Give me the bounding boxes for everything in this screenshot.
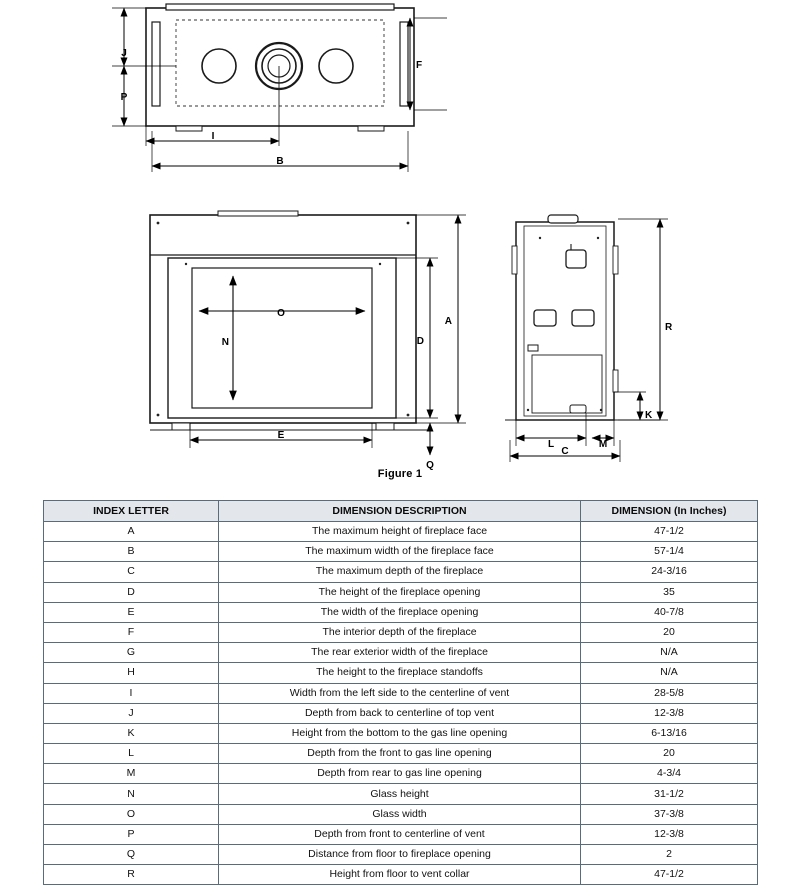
cell-description: Distance from floor to fireplace opening <box>219 845 581 865</box>
cell-dimension: 47-1/2 <box>581 522 758 542</box>
table-row <box>44 744 758 764</box>
cell-index-letter: M <box>44 764 219 784</box>
table-row <box>44 582 758 602</box>
cell-dimension: 40-7/8 <box>581 602 758 622</box>
dim-label-N: N <box>221 337 229 348</box>
cell-index-letter: J <box>44 703 219 723</box>
cell-description: The width of the fireplace opening <box>219 602 581 622</box>
cell-description: Height from floor to vent collar <box>219 865 581 885</box>
dim-label-R: R <box>665 322 673 333</box>
cell-description: The height of the fireplace opening <box>219 582 581 602</box>
cell-description: The maximum width of the fireplace face <box>219 542 581 562</box>
table-row <box>44 542 758 562</box>
side-view-drawing <box>505 215 673 462</box>
table-row <box>44 723 758 743</box>
cell-description: Depth from the front to gas line opening <box>219 744 581 764</box>
figure-caption: Figure 1 <box>377 468 423 480</box>
dim-label-I: I <box>211 131 215 142</box>
cell-description: Depth from rear to gas line opening <box>219 764 581 784</box>
table-row <box>44 663 758 683</box>
cell-dimension: 24-3/16 <box>581 562 758 582</box>
table-row <box>44 784 758 804</box>
cell-dimension: 2 <box>581 845 758 865</box>
cell-dimension: N/A <box>581 663 758 683</box>
cell-dimension: 20 <box>581 622 758 642</box>
cell-description: The height to the fireplace standoffs <box>219 663 581 683</box>
dim-label-F: F <box>415 60 423 71</box>
cell-description: Depth from front to centerline of vent <box>219 824 581 844</box>
cell-description: The rear exterior width of the fireplace <box>219 643 581 663</box>
dim-label-O: O <box>277 308 285 319</box>
cell-dimension: 57-1/4 <box>581 542 758 562</box>
table-header-row <box>44 501 758 522</box>
dim-label-E: E <box>277 430 285 441</box>
cell-index-letter: Q <box>44 845 219 865</box>
cell-index-letter: B <box>44 542 219 562</box>
cell-dimension: 12-3/8 <box>581 824 758 844</box>
cell-index-letter: D <box>44 582 219 602</box>
cell-dimension: 12-3/8 <box>581 703 758 723</box>
cell-index-letter: E <box>44 602 219 622</box>
table-row <box>44 865 758 885</box>
cell-description: Width from the left side to the centerline of vent <box>219 683 581 703</box>
cell-dimension: 47-1/2 <box>581 865 758 885</box>
cell-dimension: N/A <box>581 643 758 663</box>
table-row <box>44 643 758 663</box>
top-view-drawing <box>112 4 447 172</box>
dim-label-K: K <box>645 410 653 421</box>
cell-description: The interior depth of the fireplace <box>219 622 581 642</box>
front-view-drawing <box>150 211 466 471</box>
cell-dimension: 31-1/2 <box>581 784 758 804</box>
cell-index-letter: K <box>44 723 219 743</box>
table-row <box>44 824 758 844</box>
table-row <box>44 845 758 865</box>
cell-index-letter: R <box>44 865 219 885</box>
cell-dimension: 37-3/8 <box>581 804 758 824</box>
dim-label-J: J <box>121 48 127 59</box>
cell-dimension: 35 <box>581 582 758 602</box>
cell-index-letter: F <box>44 622 219 642</box>
column-header-dimension-description: DIMENSION DESCRIPTION <box>219 501 581 522</box>
dimensions-table-body <box>44 522 758 885</box>
table-row <box>44 683 758 703</box>
cell-index-letter: I <box>44 683 219 703</box>
table-row <box>44 602 758 622</box>
dim-label-L: L <box>547 439 555 450</box>
table-row <box>44 562 758 582</box>
column-header-index-letter: INDEX LETTER <box>44 501 219 522</box>
dim-label-C: C <box>561 446 569 457</box>
dim-label-B: B <box>276 156 284 167</box>
cell-index-letter: H <box>44 663 219 683</box>
table-row <box>44 703 758 723</box>
table-row <box>44 764 758 784</box>
cell-index-letter: P <box>44 824 219 844</box>
cell-index-letter: A <box>44 522 219 542</box>
dim-label-A: A <box>444 316 452 327</box>
cell-description: The maximum height of fireplace face <box>219 522 581 542</box>
cell-description: Depth from back to centerline of top vent <box>219 703 581 723</box>
cell-index-letter: G <box>44 643 219 663</box>
dimensions-table <box>43 500 758 885</box>
cell-dimension: 20 <box>581 744 758 764</box>
cell-dimension: 4-3/4 <box>581 764 758 784</box>
column-header-dimension-inches: DIMENSION (In Inches) <box>581 501 758 522</box>
dim-label-M: M <box>598 439 608 450</box>
cell-description: The maximum depth of the fireplace <box>219 562 581 582</box>
cell-dimension: 28-5/8 <box>581 683 758 703</box>
table-row <box>44 522 758 542</box>
cell-index-letter: C <box>44 562 219 582</box>
cell-index-letter: O <box>44 804 219 824</box>
cell-dimension: 6-13/16 <box>581 723 758 743</box>
table-row <box>44 804 758 824</box>
cell-index-letter: N <box>44 784 219 804</box>
dimensions-table-wrap <box>43 500 757 885</box>
table-row <box>44 622 758 642</box>
dim-label-Q: Q <box>426 460 434 471</box>
cell-index-letter: L <box>44 744 219 764</box>
dim-label-P: P <box>120 92 128 103</box>
cell-description: Height from the bottom to the gas line opening <box>219 723 581 743</box>
cell-description: Glass height <box>219 784 581 804</box>
cell-description: Glass width <box>219 804 581 824</box>
dim-label-D: D <box>416 336 424 347</box>
